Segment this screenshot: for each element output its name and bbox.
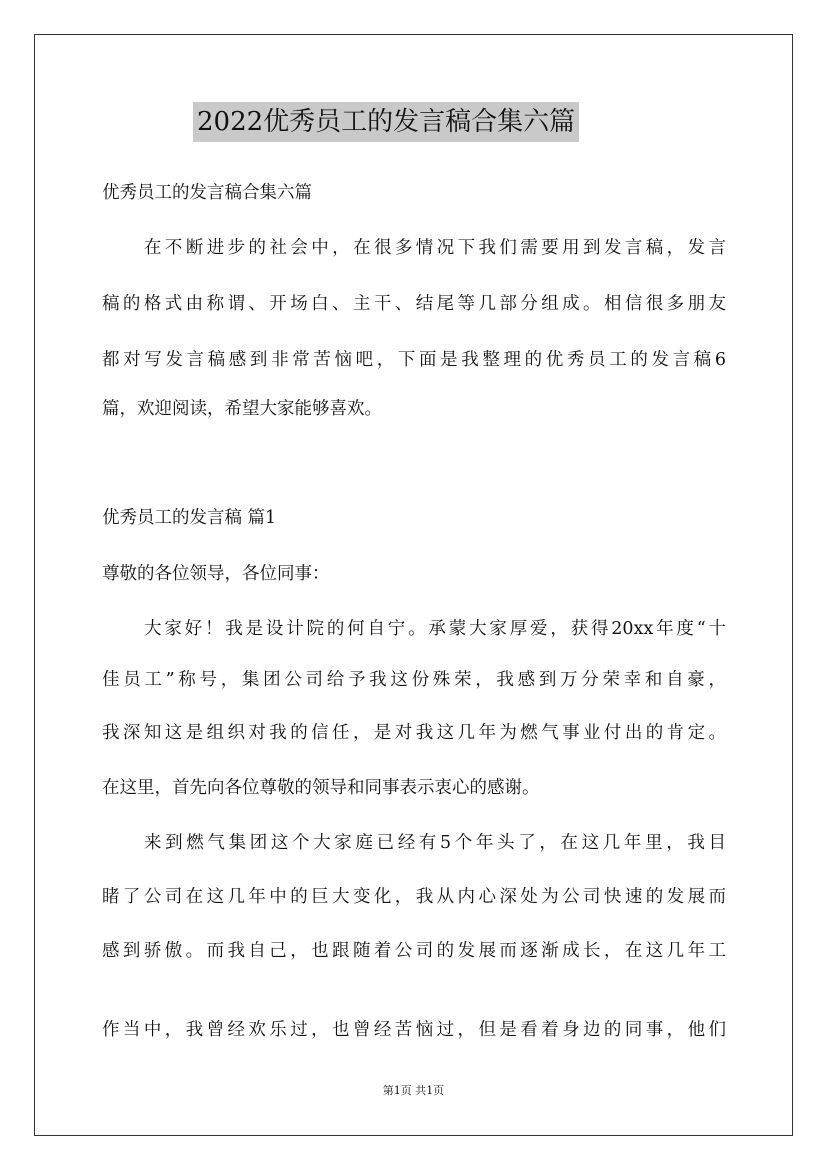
paragraph-line: 我深知这是组织对我的信任，是对我这几年为燃气事业付出的肯定。 <box>102 723 726 743</box>
section-heading: 优秀员工的发言稿 篇1 <box>102 508 277 528</box>
paragraph-line: 稿的格式由称谓、开场白、主干、结尾等几部分组成。相信很多朋友 <box>102 294 726 314</box>
paragraph-line: 感到骄傲。而我自己，也跟随着公司的发展而逐渐成长，在这几年工 <box>102 941 726 961</box>
paragraph-line: 在这里，首先向各位尊敬的领导和同事表示衷心的感谢。 <box>102 778 540 798</box>
paragraph-line: 都对写发言稿感到非常苦恼吧，下面是我整理的优秀员工的发言稿6 <box>102 350 726 370</box>
subtitle-line: 优秀员工的发言稿合集六篇 <box>102 183 312 203</box>
paragraph-line: 睹了公司在这几年中的巨大变化，我从内心深处为公司快速的发展而 <box>102 887 726 907</box>
paragraph-line: 佳员工”称号，集团公司给予我这份殊荣，我感到万分荣幸和自豪， <box>102 670 726 690</box>
document-title: 2022优秀员工的发言稿合集六篇 <box>193 102 579 142</box>
paragraph-line: 在不断进步的社会中，在很多情况下我们需要用到发言稿，发言 <box>144 238 726 258</box>
salutation-line: 尊敬的各位领导，各位同事： <box>102 564 330 584</box>
paragraph-line: 来到燃气集团这个大家庭已经有5个年头了，在这几年里，我目 <box>144 833 726 853</box>
paragraph-line: 大家好！我是设计院的何自宁。承蒙大家厚爱，获得20xx年度“十 <box>144 619 726 639</box>
paragraph-line: 篇，欢迎阅读，希望大家能够喜欢。 <box>102 399 382 419</box>
page-footer: 第1页 共1页 <box>382 1084 445 1097</box>
paragraph-line: 作当中，我曾经欢乐过，也曾经苦恼过，但是看着身边的同事，他们 <box>102 1020 726 1040</box>
